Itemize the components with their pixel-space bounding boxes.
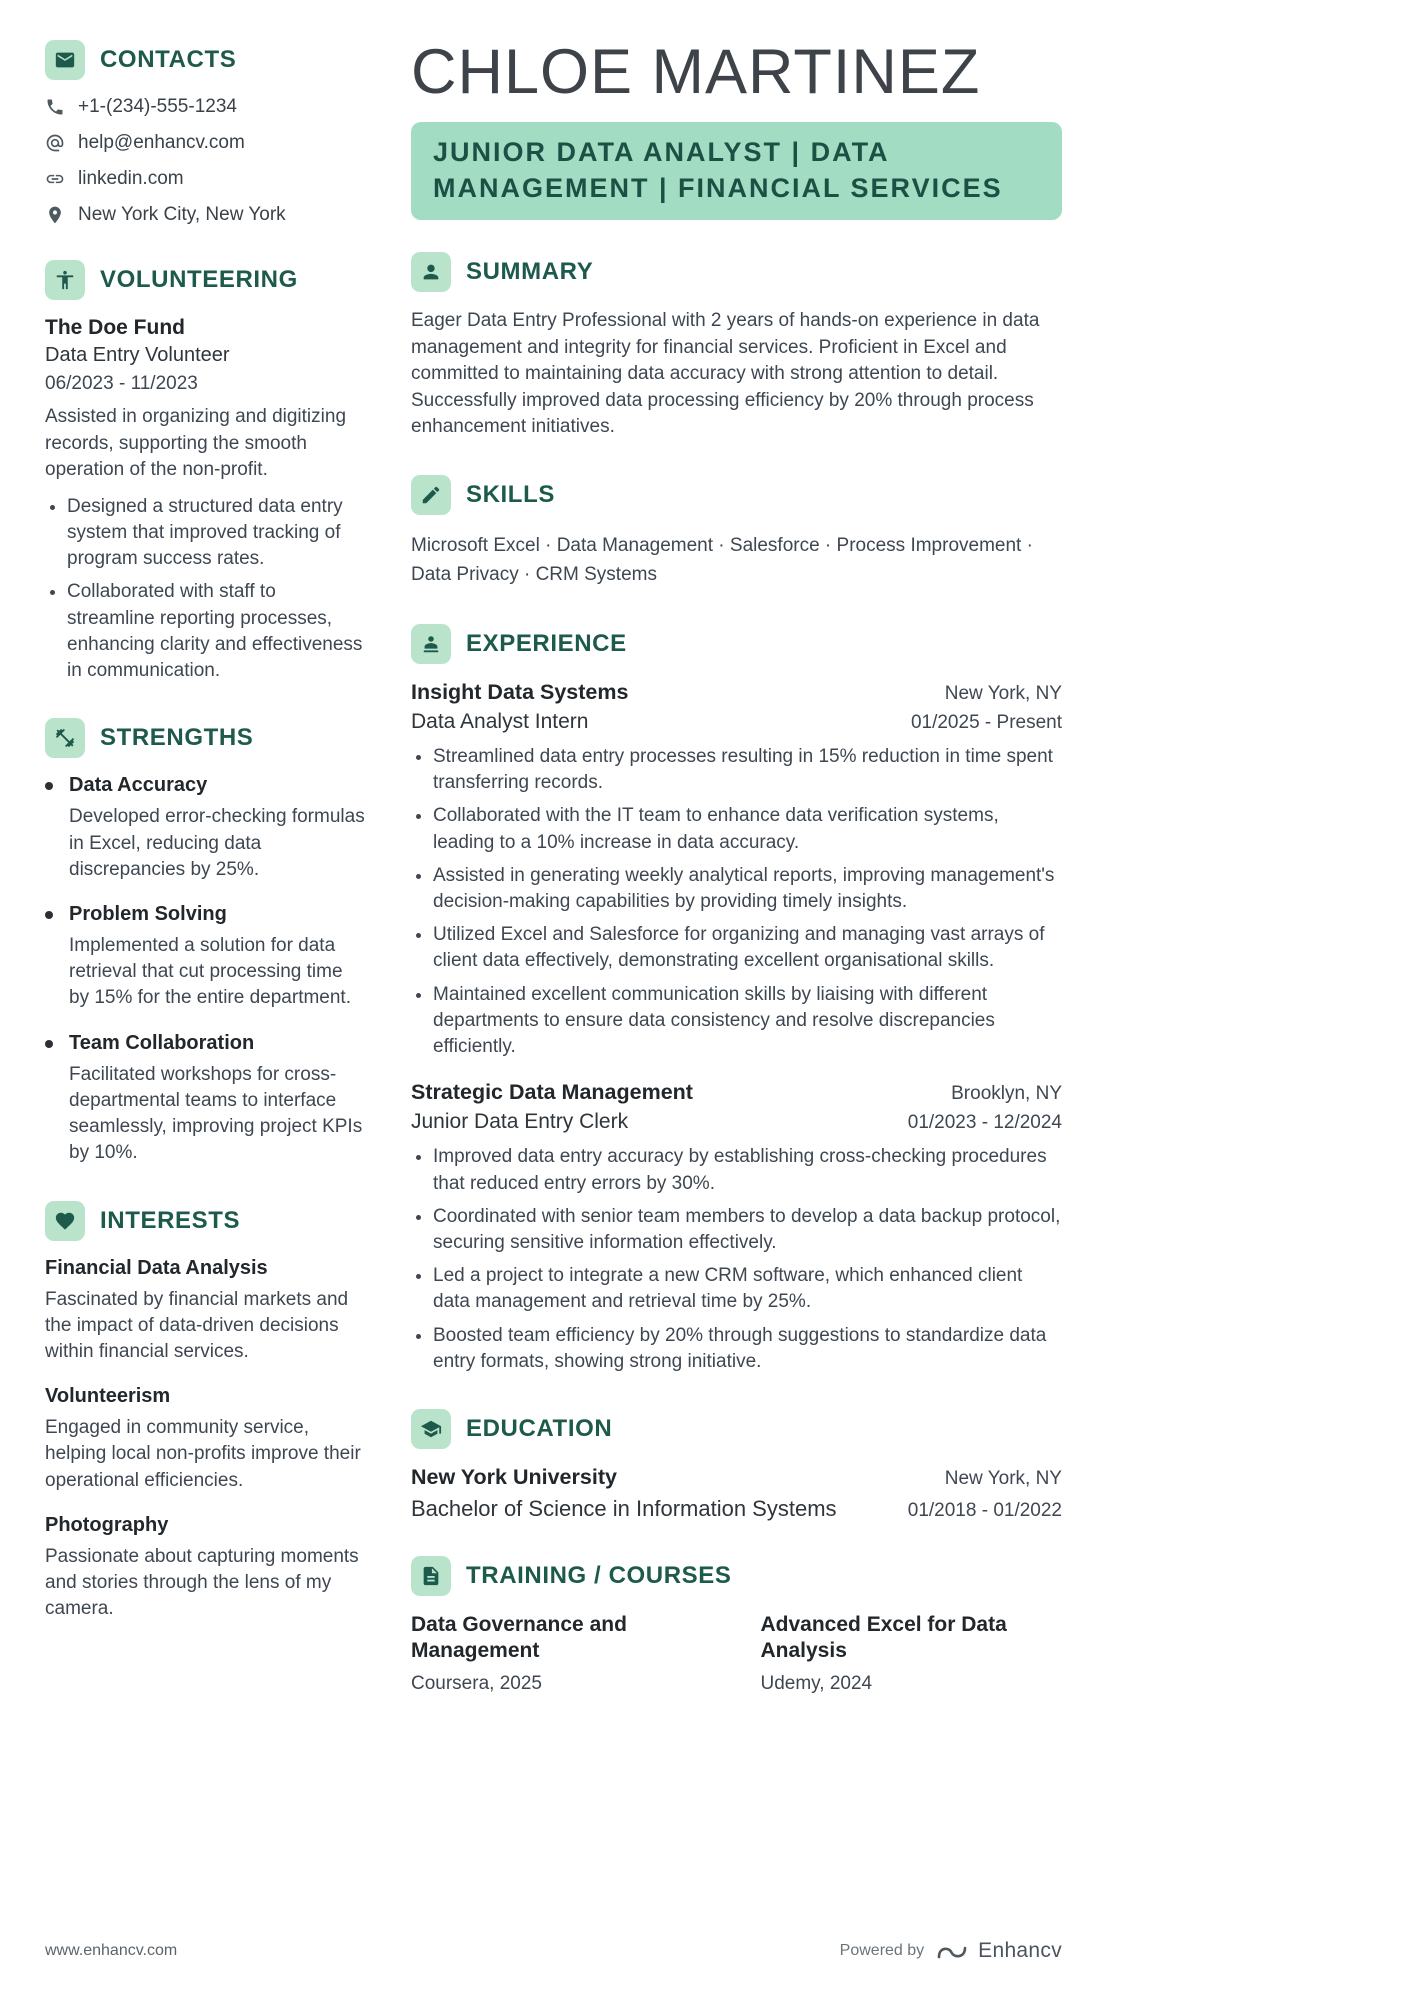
course-title: Data Governance and Management — [411, 1613, 627, 1663]
summary-section — [411, 252, 1062, 441]
education-heading: EDUCATION — [466, 1415, 613, 1443]
right-column — [411, 37, 1062, 1729]
job-title-banner: JUNIOR DATA ANALYST | DATA MANAGEMENT | FINANCIAL SERVICES — [411, 122, 1062, 220]
course-provider: Udemy, 2024 — [760, 1672, 873, 1694]
email-at-icon — [45, 133, 65, 153]
interests-heading: INTERESTS — [100, 1206, 241, 1234]
volunteering-heading: VOLUNTEERING — [100, 266, 298, 293]
strength-text: Facilitated workshops for cross-departmental teams to interface seamlessly, improving project KPIs by 10%. — [69, 1063, 363, 1164]
training-badge — [411, 1556, 451, 1596]
volunteering-bullet: • Collaborated with staff to streamline reporting processes, enhancing clarity and effectiveness in communication. — [67, 579, 365, 684]
strength-title: Team Collaboration — [69, 1031, 255, 1054]
bullet-dot-icon — [45, 1040, 53, 1048]
skills-badge — [411, 475, 451, 515]
interests-section — [45, 1201, 365, 1623]
strength-text: Implemented a solution for data retrieval that cut processing time by 15% for the entire department. — [69, 934, 351, 1009]
job-location: Brooklyn, NY — [951, 1083, 1062, 1105]
summary-heading: SUMMARY — [466, 258, 594, 286]
interest-title: Volunteerism — [45, 1385, 171, 1408]
job-company: Strategic Data Management — [411, 1080, 693, 1105]
powered-by-label: Powered by — [839, 1942, 925, 1959]
volunteering-dates: 06/2023 - 11/2023 — [45, 373, 198, 394]
contact-email-text: help@enhancv.com — [78, 132, 245, 153]
interest-title: Financial Data Analysis — [45, 1256, 268, 1279]
bullet-dot-icon — [45, 911, 53, 919]
course-item — [761, 1612, 1063, 1695]
job-bullet: • Improved data entry accuracy by establishing cross-checking procedures that reduced entry errors by 30%. — [433, 1144, 1062, 1196]
training-heading: TRAINING / COURSES — [466, 1562, 732, 1590]
volunteering-badge — [45, 260, 85, 300]
strengths-section — [45, 718, 365, 1166]
skills-heading: SKILLS — [466, 481, 555, 509]
job-bullet: • Utilized Excel and Salesforce for organizing and managing vast arrays of client data effectively, demonstrating excellent organisational skills. — [433, 922, 1062, 974]
interest-text: Engaged in community service, helping local non-profits improve their operational efficiencies. — [45, 1417, 361, 1491]
interest-title: Photography — [45, 1513, 169, 1536]
heart-icon — [54, 1210, 76, 1232]
contacts-section — [45, 40, 365, 226]
document-icon — [420, 1565, 442, 1587]
volunteering-section — [45, 260, 365, 684]
job-bullets — [411, 1144, 1062, 1375]
strengths-badge — [45, 718, 85, 758]
experience-section — [411, 624, 1062, 1375]
job-bullet: • Maintained excellent communication skills by liaising with different departments to ensure data consistency and resolve discrepancies efficiently. — [433, 982, 1062, 1061]
page-footer — [45, 1939, 1062, 1963]
education-section — [411, 1409, 1062, 1522]
summary-badge — [411, 252, 451, 292]
job-dates: 01/2025 - Present — [910, 711, 1062, 733]
contact-email[interactable] — [45, 132, 365, 154]
skills-section — [411, 475, 1062, 590]
job-bullet: • Boosted team efficiency by 20% through suggestions to standardize data entry formats, showing strong initiative. — [433, 1323, 1062, 1375]
contact-location — [45, 204, 365, 226]
education-degree: Bachelor of Science in Information Systems — [411, 1496, 837, 1522]
summary-text: Eager Data Entry Professional with 2 years of hands-on experience in data management and integrity for financial services. Proficient in Excel and committed to maintaining data accuracy with strong attention to detail. Successfully improved data processing efficiency by 20% through process enhancement initiatives. — [411, 310, 1040, 438]
education-badge — [411, 1409, 451, 1449]
job-dates: 01/2023 - 12/2024 — [907, 1112, 1062, 1134]
experience-job — [411, 1080, 1062, 1375]
job-bullet: • Streamlined data entry processes resulting in 15% reduction in time spent transferring records. — [433, 744, 1062, 796]
training-section — [411, 1556, 1062, 1695]
job-bullet: • Assisted in generating weekly analytical reports, improving management's decision-making capabilities by providing timely insights. — [433, 863, 1062, 915]
experience-badge — [411, 624, 451, 664]
job-bullet: • Led a project to integrate a new CRM software, which enhanced client data management and retrieval time by 25%. — [433, 1263, 1062, 1315]
enhancv-brand-name: Enhancv — [978, 1939, 1062, 1962]
contact-linkedin[interactable] — [45, 168, 365, 190]
experience-job — [411, 680, 1062, 1060]
strength-item — [45, 903, 365, 1012]
job-bullet: • Coordinated with senior team members to develop a data backup protocol, securing sensitive information effectively. — [433, 1204, 1062, 1256]
skills-list: Microsoft Excel · Data Management · Salesforce · Process Improvement · Data Privacy · CRM Systems — [411, 535, 1033, 586]
candidate-name: CHLOE MARTINEZ — [411, 37, 981, 107]
education-school: New York University — [411, 1465, 617, 1490]
location-pin-icon — [45, 205, 65, 225]
volunteering-role: Data Entry Volunteer — [45, 344, 230, 366]
envelope-icon — [54, 49, 76, 71]
interest-item — [45, 1257, 365, 1366]
enhancv-logo-icon — [935, 1939, 969, 1963]
interests-badge — [45, 1201, 85, 1241]
volunteering-description: Assisted in organizing and digitizing records, supporting the smooth operation of the non-profit. — [45, 406, 347, 481]
volunteering-org: The Doe Fund — [45, 316, 185, 339]
strengths-icon — [54, 727, 76, 749]
job-company: Insight Data Systems — [411, 679, 629, 704]
experience-person-icon — [420, 633, 442, 655]
job-role: Junior Data Entry Clerk — [411, 1110, 629, 1134]
volunteering-bullet: • Designed a structured data entry system that improved tracking of program success rates. — [67, 494, 365, 573]
education-dates: 01/2018 - 01/2022 — [907, 1500, 1062, 1522]
experience-heading: EXPERIENCE — [466, 629, 627, 657]
contacts-heading: CONTACTS — [100, 46, 237, 73]
footer-website-link[interactable]: www.enhancv.com — [45, 1942, 178, 1959]
interest-text: Fascinated by financial markets and the impact of data-driven decisions within financial services. — [45, 1288, 349, 1362]
strength-item — [45, 774, 365, 883]
volunteering-icon — [54, 269, 76, 291]
interest-item — [45, 1385, 365, 1494]
course-provider: Coursera, 2025 — [411, 1672, 542, 1694]
education-location: New York, NY — [944, 1468, 1062, 1490]
enhancv-brand[interactable] — [840, 1939, 1062, 1963]
contacts-badge — [45, 40, 85, 80]
strength-item — [45, 1032, 365, 1167]
graduation-cap-icon — [420, 1418, 442, 1440]
strength-title: Problem Solving — [69, 902, 227, 925]
contact-phone-text: +1-(234)-555-1234 — [78, 96, 237, 117]
link-icon — [45, 169, 65, 189]
contact-phone[interactable] — [45, 96, 365, 118]
volunteering-bullets — [45, 494, 365, 685]
job-location: New York, NY — [944, 682, 1062, 704]
bullet-dot-icon — [45, 782, 53, 790]
contact-linkedin-text: linkedin.com — [78, 168, 184, 189]
interest-text: Passionate about capturing moments and stories through the lens of my camera. — [45, 1545, 359, 1620]
job-bullet: • Collaborated with the IT team to enhance data verification systems, leading to a 10% increase in data accuracy. — [433, 803, 1062, 855]
job-bullets — [411, 744, 1062, 1060]
person-icon — [420, 261, 442, 283]
strengths-heading: STRENGTHS — [100, 724, 254, 752]
strength-title: Data Accuracy — [69, 774, 208, 797]
interest-item — [45, 1514, 365, 1623]
phone-icon — [45, 97, 65, 117]
dart-icon — [420, 484, 442, 506]
job-role: Data Analyst Intern — [411, 709, 589, 733]
strength-text: Developed error-checking formulas in Excel, reducing data discrepancies by 25%. — [69, 806, 365, 880]
contact-location-text: New York City, New York — [78, 204, 286, 225]
course-item — [411, 1612, 713, 1695]
left-column — [45, 40, 365, 1729]
course-title: Advanced Excel for Data Analysis — [760, 1613, 1007, 1663]
